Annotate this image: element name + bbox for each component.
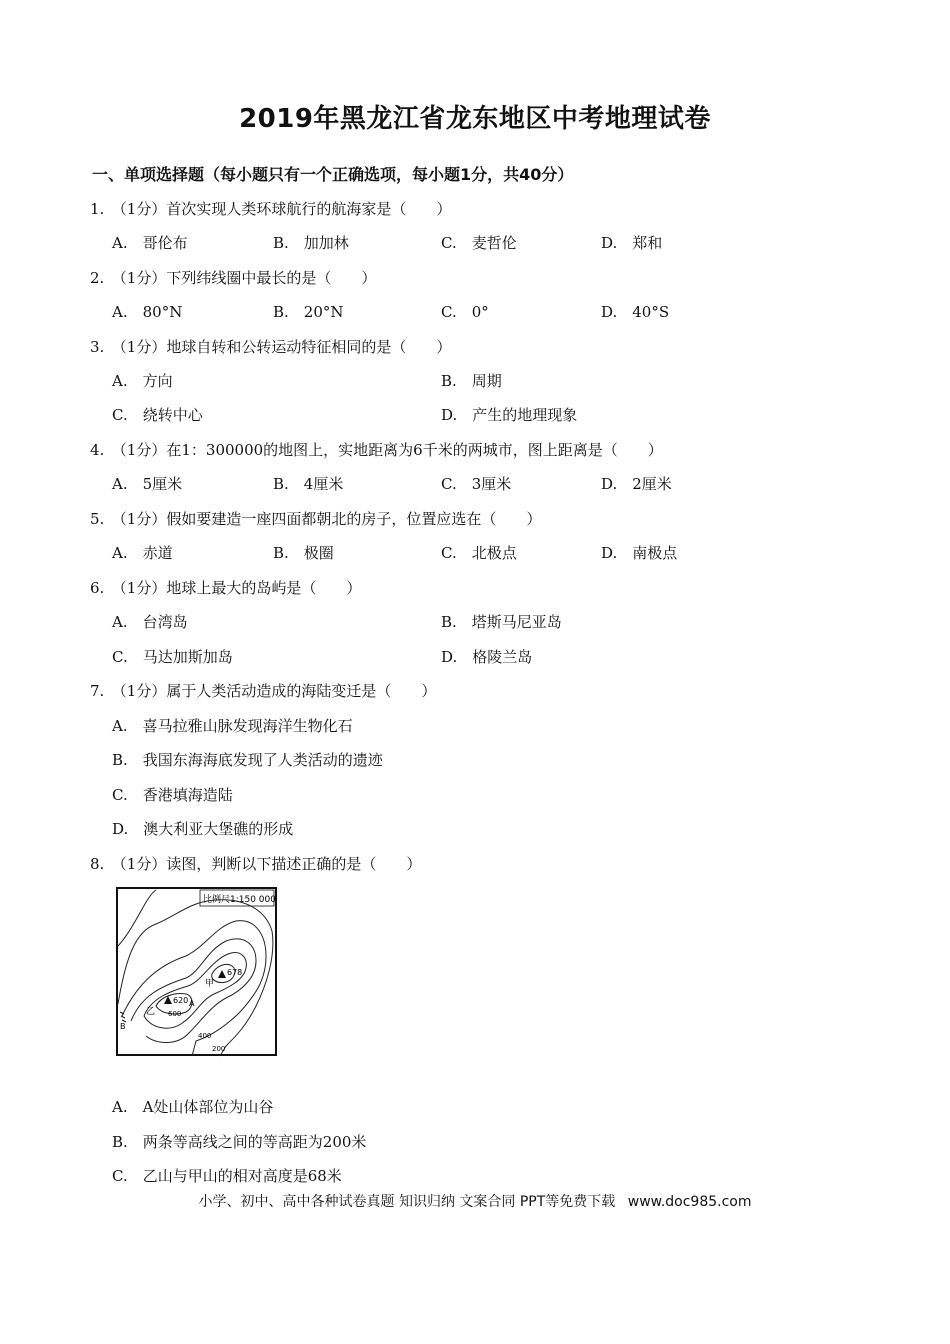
contour-400-label: 400	[198, 1032, 212, 1040]
q5-option-c: C. 北极点	[441, 544, 517, 562]
q2-option-a: A. 80°N	[112, 303, 183, 321]
q4-option-b: B. 4厘米	[273, 475, 344, 493]
q6-option-c: C. 马达加斯加岛	[112, 648, 233, 666]
peak-yi-label: 乙	[146, 1007, 156, 1017]
map-frame	[117, 888, 276, 1055]
q8-option-c: C. 乙山与甲山的相对高度是68米	[112, 1167, 342, 1185]
q6-option-d: D. 格陵兰岛	[441, 648, 533, 666]
q2-option-c: C. 0°	[441, 303, 489, 321]
contour-600-label: 600	[168, 1010, 182, 1018]
peak-yi-height: 620	[173, 996, 189, 1005]
q1-option-b: B. 加加林	[273, 234, 349, 252]
point-b-label: B	[120, 1022, 126, 1031]
q5-option-a: A. 赤道	[112, 544, 173, 562]
q8-option-b: B. 两条等高线之间的等高距为200米	[112, 1133, 367, 1151]
q2-option-d: D. 40°S	[601, 303, 670, 321]
q7-option-c: C. 香港填海造陆	[112, 786, 233, 804]
q7-option-a: A. 喜马拉雅山脉发现海洋生物化石	[112, 717, 353, 735]
peak-jia-label: 甲	[205, 979, 215, 989]
question-5-stem: 5. （1分）假如要建造一座四面都朝北的房子，位置应选在（ ）	[90, 510, 542, 528]
q6-option-b: B. 塔斯马尼亚岛	[441, 613, 562, 631]
q4-option-d: D. 2厘米	[601, 475, 672, 493]
q3-option-b: B. 周期	[441, 372, 502, 390]
q5-option-d: D. 南极点	[601, 544, 678, 562]
q1-option-d: D. 郑和	[601, 234, 663, 252]
question-3-stem: 3. （1分）地球自转和公转运动特征相同的是（ ）	[90, 338, 452, 356]
footer-link[interactable]: www.doc985.com	[627, 1194, 752, 1210]
q4-option-a: A. 5厘米	[112, 475, 183, 493]
contour-map	[116, 886, 278, 1058]
q7-option-d: D. 澳大利亚大堡礁的形成	[112, 820, 294, 838]
footer-text: 小学、初中、高中各种试卷真题 知识归纳 文案合同 PPT等免费下载	[198, 1194, 616, 1210]
question-1-stem: 1. （1分）首次实现人类环球航行的航海家是（ ）	[90, 200, 452, 218]
q3-option-d: D. 产生的地理现象	[441, 406, 578, 424]
q6-option-a: A. 台湾岛	[112, 613, 188, 631]
q4-option-c: C. 3厘米	[441, 475, 512, 493]
q3-option-a: A. 方向	[112, 372, 173, 390]
question-8-stem: 8. （1分）读图，判断以下描述正确的是（ ）	[90, 855, 422, 873]
q7-option-b: B. 我国东海海底发现了人类活动的遗迹	[112, 751, 383, 769]
point-a-label: A	[189, 999, 195, 1008]
section-heading: 一、单项选择题（每小题只有一个正确选项，每小题1分，共40分）	[92, 165, 574, 184]
q8-option-a: A. A处山体部位为山谷	[112, 1098, 274, 1116]
footer	[0, 1191, 950, 1211]
scale-label: 比例尺1:150 000	[203, 895, 276, 905]
page-title: 2019年黑龙江省龙东地区中考地理试卷	[239, 104, 711, 134]
question-2-stem: 2. （1分）下列纬线圈中最长的是（ ）	[90, 269, 377, 287]
question-7-stem: 7. （1分）属于人类活动造成的海陆变迁是（ ）	[90, 682, 437, 700]
question-6-stem: 6. （1分）地球上最大的岛屿是（ ）	[90, 579, 362, 597]
q1-option-c: C. 麦哲伦	[441, 234, 517, 252]
q2-option-b: B. 20°N	[273, 303, 344, 321]
q3-option-c: C. 绕转中心	[112, 406, 203, 424]
peak-jia-height: 678	[227, 968, 243, 977]
q5-option-b: B. 极圈	[273, 544, 334, 562]
question-4-stem: 4. （1分）在1：300000的地图上，实地距离为6千米的两城市，图上距离是（ ）	[90, 441, 663, 459]
q1-option-a: A. 哥伦布	[112, 234, 188, 252]
contour-200-label: 200	[212, 1045, 226, 1053]
